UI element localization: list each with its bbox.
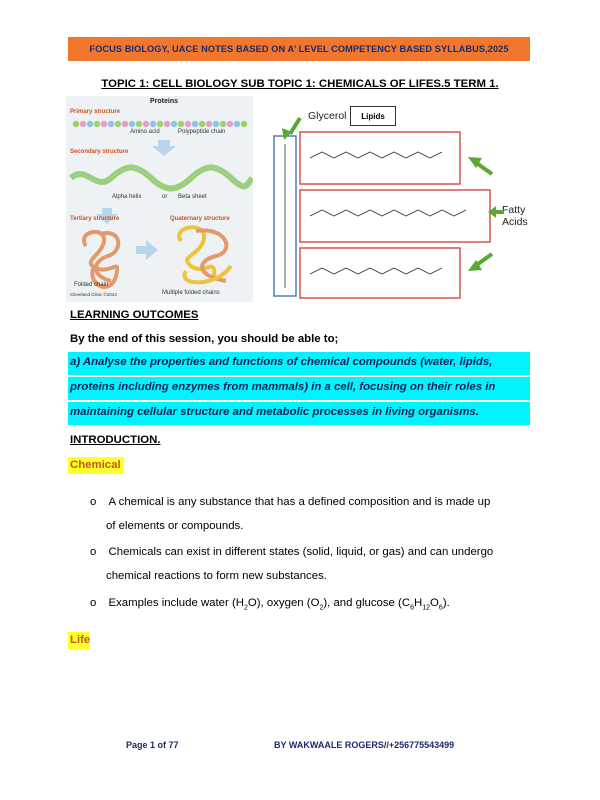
footer-author: BY WAKWAALE ROGERS//+256775543499: [274, 740, 455, 750]
arrow-right: [136, 240, 158, 260]
tertiary-folded-chain: [84, 232, 118, 287]
tertiary-structure-label: Tertiary structure: [70, 216, 120, 222]
chemical-label: Chemical: [68, 457, 124, 474]
polypeptide-label: Polypeptide chain: [178, 129, 226, 135]
figure-credit: Cleveland Clinic ©2024: [70, 292, 117, 297]
acids-label: Acids: [502, 216, 528, 228]
arrow-down-1: [152, 140, 176, 156]
beta-sheet-label: Beta sheet: [178, 194, 207, 200]
outcome-a-line-2: proteins including enzymes from mammals) in a cell, focusing on their roles in: [68, 377, 530, 400]
bullet-2: o Chemicals can exist in different states (solid, liquid, or gas) and can undergo: [90, 546, 494, 558]
header-banner-text: FOCUS BIOLOGY, UACE NOTES BASED ON A’ LEVEL COMPETENCY BASED SYLLABUS,2025: [89, 44, 509, 54]
life-label: Life: [68, 632, 90, 649]
quaternary-multiple-chains: [179, 227, 231, 282]
secondary-structure-label: Secondary structure: [70, 149, 129, 155]
triglyceride-structure: [270, 104, 542, 302]
protein-structures-illustration: [66, 116, 253, 301]
lipids-label-box: Lipids: [350, 106, 396, 126]
outcome-a-line-1: a) Analyse the properties and functions of chemical compounds (water, lipids,: [68, 352, 530, 375]
primary-chain: [73, 121, 247, 127]
quaternary-structure-label: Quaternary structure: [170, 216, 230, 222]
multiple-chains-label: Multiple folded chains: [162, 290, 220, 296]
glycerol-arrow: [290, 118, 300, 134]
bullet-2-cont: chemical reactions to form new substances.: [106, 570, 327, 582]
glycerol-label: Glycerol: [308, 110, 347, 122]
footer-page-number: Page 1 of 77: [126, 740, 179, 750]
topic-title: TOPIC 1: CELL BIOLOGY SUB TOPIC 1: CHEMICALS OF LIFES.5 TERM 1.: [101, 78, 499, 90]
fatty-label: Fatty: [502, 204, 526, 216]
outcome-a-line-3: maintaining cellular structure and metabolic processes in living organisms.: [68, 402, 530, 425]
fatty-acid-box-2: [300, 190, 490, 242]
fatty-acid-box-1: [300, 132, 460, 184]
bullet-1: o A chemical is any substance that has a defined composition and is made up: [90, 496, 491, 508]
primary-structure-label: Primary structure: [70, 109, 121, 115]
learning-outcomes-intro: By the end of this session, you should be able to;: [70, 333, 339, 345]
or-label: or: [162, 194, 168, 200]
secondary-helix: [71, 168, 252, 189]
introduction-heading: INTRODUCTION.: [70, 434, 161, 446]
proteins-figure: [66, 96, 253, 302]
alpha-helix-label: Alpha helix: [112, 194, 142, 200]
folded-chain-label: Folded chain: [74, 282, 109, 288]
header-banner: [68, 37, 530, 61]
bullet-1-cont: of elements or compounds.: [106, 520, 244, 532]
bullet-3: o Examples include water $(H_2O)$, oxygen $(O_2)$, and glucose $(C_6H_{12}O_6)$.: [90, 597, 450, 612]
lipids-figure: [270, 104, 542, 302]
amino-acid-label: Amino acid: [130, 129, 160, 135]
learning-outcomes-heading: LEARNING OUTCOMES: [70, 309, 199, 321]
proteins-title: Proteins: [150, 98, 179, 105]
